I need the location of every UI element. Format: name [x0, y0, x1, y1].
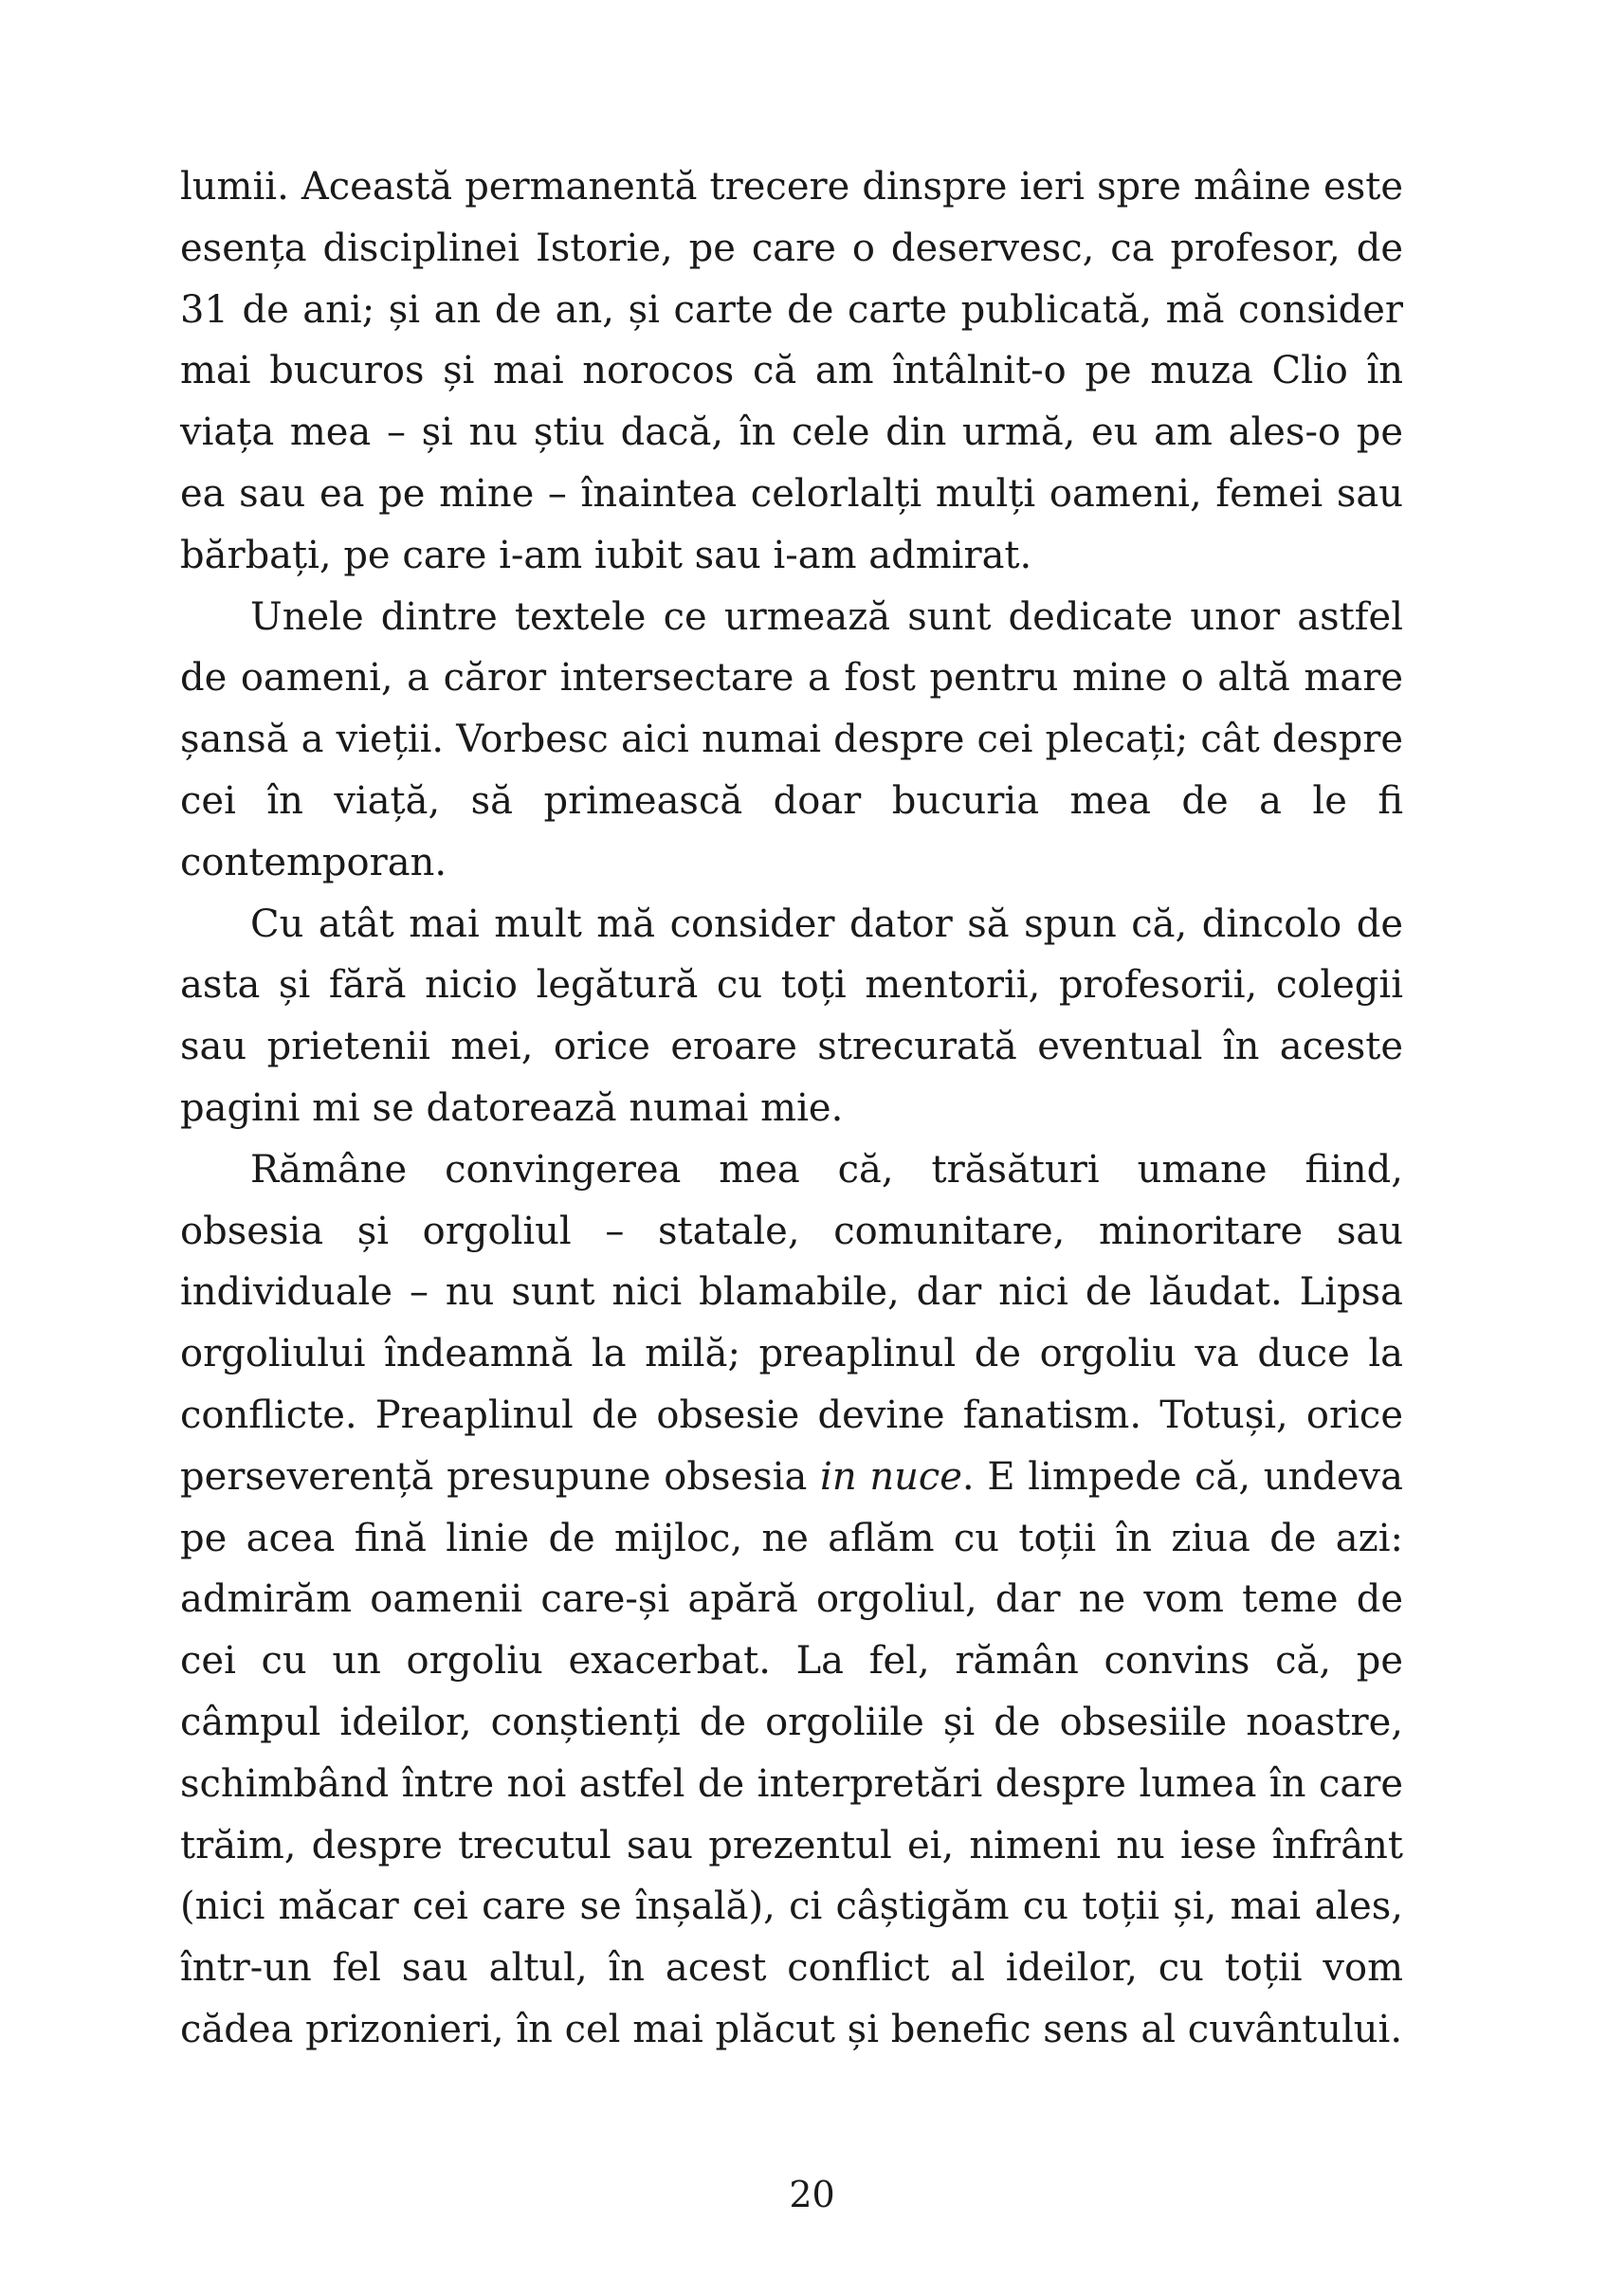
paragraph-1: lumii. Această permanentă trecere dinspre ieri spre mâine este esența disciplinei Istorie, pe care o deservesc, ca profesor, de 31 de ani; și an de an, și carte de carte publicată, mă consider mai bucuros și mai norocos că am întâlnit-o pe muza Clio în viața mea – și nu știu dacă, în cele din urmă, eu am ales-o pe ea sau ea pe mine – înaintea celorlalți mulți oameni, femei sau bărbați, pe care i-am iubit sau i-am admirat.: [180, 165, 1403, 577]
page-number: 20: [789, 2174, 835, 2215]
body-text: [180, 156, 1403, 2061]
italic-phrase: in nuce: [820, 1454, 962, 1499]
paragraph-4-part-1: Rămâne convingerea mea că, trăsături umane fiind, obsesia și orgoliul – statale, comunitare, minoritare sau individuale – nu sunt nici blamabile, dar nici de lăudat. Lipsa orgoliului îndeamnă la milă; preaplinul de orgoliu va duce la conflicte. Preaplinul de obsesie devine fanatism. Totuși, orice perseverență presupune obsesia: [180, 1147, 1403, 1499]
paragraph-3: Cu atât mai mult mă consider dator să spun că, dincolo de asta și fără nicio legătură cu toți mentorii, profesorii, colegii sau prietenii mei, orice eroare strecurată eventual în aceste pagini mi se datorează numai mie.: [180, 902, 1403, 1130]
paragraph-4-part-2: . E limpede că, undeva pe acea fină linie de mijloc, ne aflăm cu toții în ziua de azi: admirăm oamenii care-și apără orgoliul, dar ne vom teme de cei cu un orgoliu exacerbat. La fel, rămân convins că, pe câmpul ideilor, conștienți de orgoliile și de obsesiile noastre, schimbând între noi astfel de interpretări despre lumea în care trăim, despre trecutul sau prezentul ei, nimeni nu iese înfrânt (nici măcar cei care se înșală), ci câștigăm cu toții și, mai ales, într-un fel sau altul, în acest conflict al ideilor, cu toții vom cădea prizonieri, în cel mai plăcut și benefic sens al cuvântului.: [180, 1454, 1403, 2051]
paragraph-4: [180, 1139, 1403, 2061]
paragraph-2: Unele dintre textele ce urmează sunt dedicate unor astfel de oameni, a căror intersectare a fost pentru mine o altă mare șansă a vieții. Vorbesc aici numai despre cei plecați; cât despre cei în viață, să primească doar bucuria mea de a le fi contemporan.: [180, 594, 1403, 884]
